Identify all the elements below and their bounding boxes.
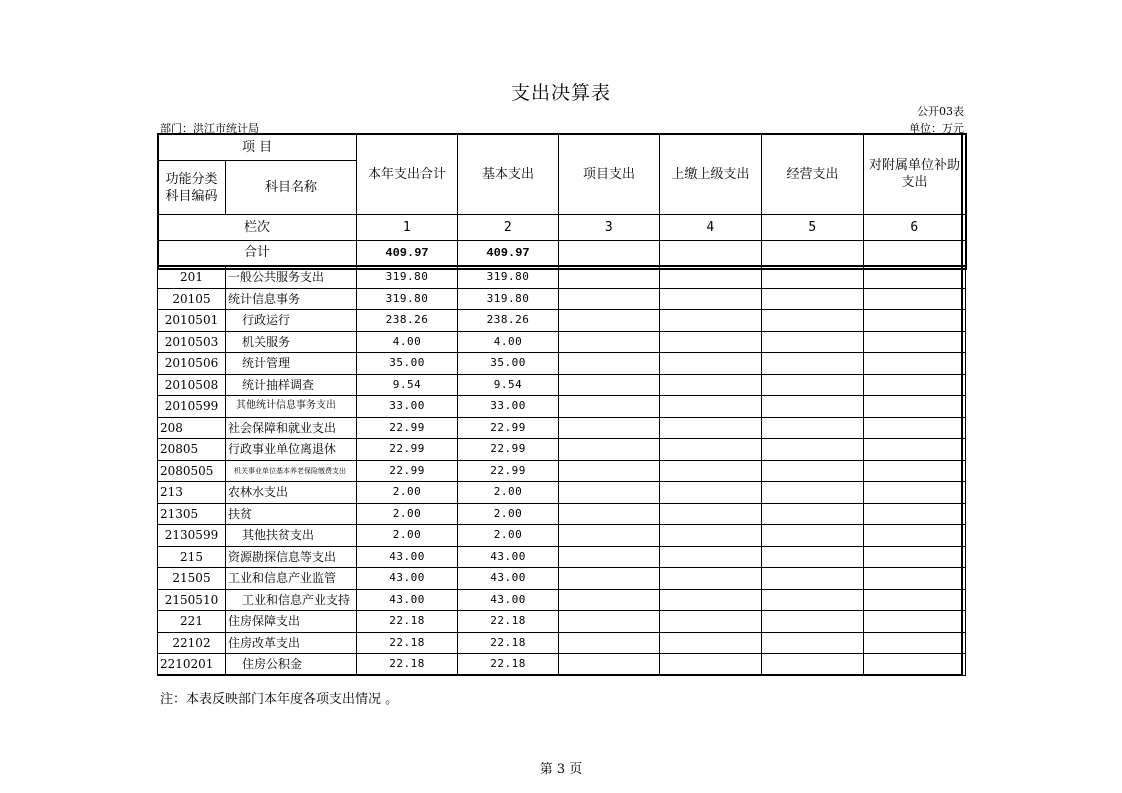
row-name: 住房公积金	[226, 654, 357, 676]
row-basic: 238.26	[458, 310, 559, 332]
row-code: 201	[158, 266, 226, 288]
row-code: 221	[158, 611, 226, 633]
row-name: 统计信息事务	[226, 288, 357, 310]
row-total: 22.18	[357, 654, 458, 676]
row-total: 22.99	[357, 417, 458, 439]
row-code: 2010506	[158, 353, 226, 375]
row-code: 20805	[158, 439, 226, 461]
header-col-project: 项目支出	[559, 134, 660, 215]
col-number: 3	[559, 215, 660, 241]
row-basic: 2.00	[458, 525, 559, 547]
row-basic: 2.00	[458, 482, 559, 504]
row-code: 2010599	[158, 396, 226, 418]
col-number: 1	[357, 215, 458, 241]
col-number: 5	[762, 215, 864, 241]
row-basic: 4.00	[458, 331, 559, 353]
row-code: 208	[158, 417, 226, 439]
row-total: 2.00	[357, 503, 458, 525]
department-label: 部门：洪江市统计局	[160, 122, 259, 135]
page-number: 第 3 页	[539, 762, 583, 777]
header-code: 功能分类科目编码	[158, 161, 226, 215]
header-col-operation: 经营支出	[762, 134, 864, 215]
row-total: 22.18	[357, 611, 458, 633]
header-col-total: 本年支出合计	[357, 134, 458, 215]
total-value: 409.97	[357, 241, 458, 267]
row-name: 工业和信息产业监管	[226, 568, 357, 590]
row-basic: 22.99	[458, 460, 559, 482]
row-total: 33.00	[357, 396, 458, 418]
page-title: 支出决算表	[510, 82, 611, 104]
total-label: 合计	[158, 241, 357, 267]
row-name: 扶贫	[226, 503, 357, 525]
row-name: 住房保障支出	[226, 611, 357, 633]
table-note: 注：本表反映部门本年度各项支出情况 。	[160, 692, 399, 707]
row-basic: 2.00	[458, 503, 559, 525]
row-code: 2150510	[158, 589, 226, 611]
row-code: 21505	[158, 568, 226, 590]
row-name: 工业和信息产业支持	[226, 589, 357, 611]
row-code: 2010508	[158, 374, 226, 396]
row-name: 行政事业单位离退休	[226, 439, 357, 461]
col-number: 6	[864, 215, 966, 241]
row-name: 其他统计信息事务支出	[226, 396, 357, 418]
header-item: 项 目	[158, 134, 357, 161]
row-basic: 319.80	[458, 266, 559, 288]
row-total: 35.00	[357, 353, 458, 375]
row-code: 2210201	[158, 654, 226, 676]
row-basic: 43.00	[458, 546, 559, 568]
row-code: 20105	[158, 288, 226, 310]
row-total: 9.54	[357, 374, 458, 396]
row-basic: 22.18	[458, 654, 559, 676]
row-basic: 319.80	[458, 288, 559, 310]
row-basic: 43.00	[458, 568, 559, 590]
row-name: 统计管理	[226, 353, 357, 375]
row-basic: 9.54	[458, 374, 559, 396]
row-total: 43.00	[357, 589, 458, 611]
row-name: 资源勘探信息等支出	[226, 546, 357, 568]
row-basic: 35.00	[458, 353, 559, 375]
row-total: 4.00	[357, 331, 458, 353]
row-name: 农林水支出	[226, 482, 357, 504]
row-code: 215	[158, 546, 226, 568]
row-basic: 22.18	[458, 632, 559, 654]
row-name: 机关服务	[226, 331, 357, 353]
row-name: 住房改革支出	[226, 632, 357, 654]
row-total: 43.00	[357, 546, 458, 568]
row-name: 统计抽样调查	[226, 374, 357, 396]
expenditure-table	[157, 133, 966, 676]
row-name: 行政运行	[226, 310, 357, 332]
row-total: 319.80	[357, 288, 458, 310]
header-col-basic: 基本支出	[458, 134, 559, 215]
row-total: 238.26	[357, 310, 458, 332]
row-total: 22.99	[357, 460, 458, 482]
col-number: 4	[660, 215, 762, 241]
row-code: 2130599	[158, 525, 226, 547]
row-label: 栏次	[158, 215, 357, 241]
row-basic: 43.00	[458, 589, 559, 611]
header-col-upper: 上缴上级支出	[660, 134, 762, 215]
header-col-subsidy: 对附属单位补助支出	[864, 134, 966, 215]
row-code: 2080505	[158, 460, 226, 482]
header-name: 科目名称	[226, 161, 357, 215]
total-basic: 409.97	[458, 241, 559, 267]
form-code: 公开03表	[917, 105, 964, 118]
col-number: 2	[458, 215, 559, 241]
row-code: 2010503	[158, 331, 226, 353]
row-name: 社会保障和就业支出	[226, 417, 357, 439]
row-code: 213	[158, 482, 226, 504]
row-total: 43.00	[357, 568, 458, 590]
row-total: 2.00	[357, 525, 458, 547]
row-basic: 22.18	[458, 611, 559, 633]
row-total: 319.80	[357, 266, 458, 288]
row-basic: 33.00	[458, 396, 559, 418]
row-total: 2.00	[357, 482, 458, 504]
row-name: 机关事业单位基本养老保险缴费支出	[226, 460, 357, 482]
row-total: 22.99	[357, 439, 458, 461]
row-code: 21305	[158, 503, 226, 525]
row-name: 其他扶贫支出	[226, 525, 357, 547]
row-code: 2010501	[158, 310, 226, 332]
row-total: 22.18	[357, 632, 458, 654]
row-code: 22102	[158, 632, 226, 654]
row-name: 一般公共服务支出	[226, 266, 357, 288]
row-basic: 22.99	[458, 439, 559, 461]
unit-label: 单位：万元	[909, 122, 964, 135]
row-basic: 22.99	[458, 417, 559, 439]
